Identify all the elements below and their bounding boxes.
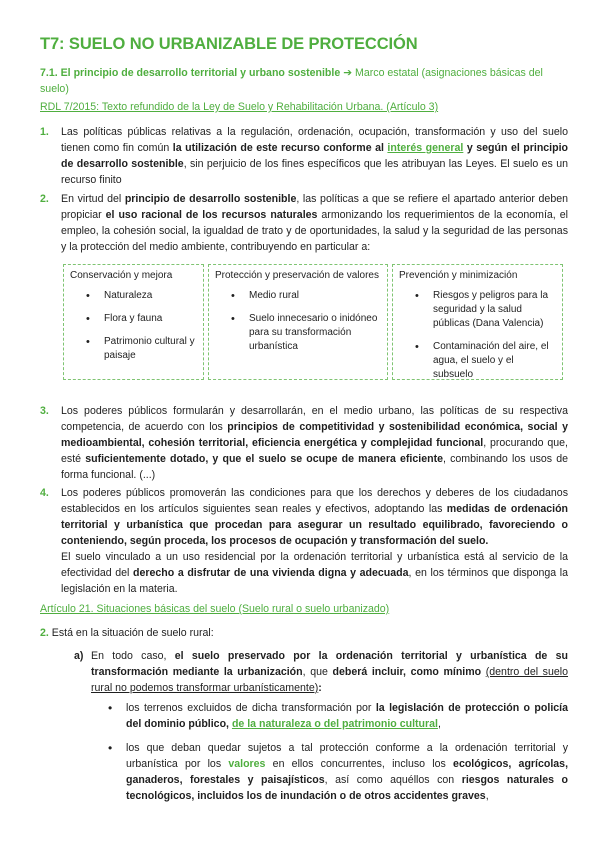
list-item-text	[61, 485, 568, 549]
item-label: a)	[74, 650, 84, 662]
bold-run: el suelo preservado por la ordenación territorial y urbanística de su transformación mediante la urbanización	[91, 650, 568, 678]
list-number: 3.	[40, 405, 49, 417]
bold-run: ecológicos, agrícolas, ganaderos, forestales y paisajísticos	[126, 758, 569, 786]
bold-run: la utilización de este recurso conforme al	[172, 142, 388, 154]
list-item: • Suelo innecesario o inidóneo para su transformación urbanística	[215, 312, 381, 354]
underline-run: (dentro del suelo rural no podemos transformar urbanísticamente)	[91, 666, 569, 694]
text-run: en ellos concurrentes, incluso los	[265, 758, 454, 770]
bullet-item-1	[108, 700, 568, 732]
list-item-text	[61, 124, 568, 188]
objectives-boxes	[63, 264, 563, 384]
text-run: Las políticas públicas relativas a la regulación, ordenación, ocupación, transformación y uso del suelo tienen como fin común	[61, 126, 568, 154]
bold-run: el uso racional de los recursos naturales	[105, 209, 318, 221]
box-heading: Prevención y minimización	[399, 270, 518, 281]
list-number: 1.	[40, 126, 49, 138]
text-run: armonizando los requerimientos de la economía, el empleo, la cohesión social, la igualdad de trato y de oportunidades, la salud y la seguridad de las personas y la protección del medio ambiente, contribuyendo en particular a:	[61, 209, 568, 253]
text-run: En virtud del	[61, 193, 125, 205]
list-item-text	[61, 191, 568, 255]
text-run: , las políticas a que se refiere el apartado anterior deben propiciar	[61, 193, 568, 221]
list-number: 4.	[40, 487, 49, 499]
text-run: , procurando que, esté	[61, 437, 568, 465]
list-item: • Patrimonio cultural y paisaje	[70, 335, 197, 363]
item-a	[74, 648, 568, 696]
bold-run: y según el principio de desarrollo sostenible	[61, 142, 569, 170]
bold-run: riesgos naturales o tecnológicos, incluidos los de inundación o de otros accidentes graves	[126, 774, 568, 802]
section-7-1-rest: Marco estatal (asignaciones básicas del suelo)	[40, 67, 543, 95]
bullet-text	[126, 700, 568, 732]
bullet-icon: •	[108, 701, 113, 715]
box-conservacion	[63, 264, 204, 380]
bold-run: :	[318, 682, 322, 694]
text-run: , sin perjuicio de los fines específicos que les atribuyan las Leyes. El suelo es un recurso finito	[61, 158, 568, 186]
bold-run: la legislación de protección o policía del dominio público,	[126, 702, 568, 730]
box-list	[215, 289, 381, 354]
box-heading: Conservación y mejora	[70, 270, 173, 281]
bullet-text	[126, 740, 568, 804]
text-run: Está en la situación de suelo rural:	[48, 627, 214, 639]
box-list	[70, 289, 197, 363]
list-item-1	[40, 124, 568, 188]
list-number: 2.	[40, 193, 49, 205]
list-item-3	[40, 403, 568, 483]
box-list	[399, 289, 556, 382]
text-run: , que	[302, 666, 333, 678]
article-21-link[interactable]: Artículo 21. Situaciones básicas del suelo (Suelo rural o suelo urbanizado)	[40, 603, 390, 615]
list-item-text	[61, 403, 568, 483]
highlight-link[interactable]: interés general	[387, 142, 464, 154]
text-run: En todo caso,	[91, 650, 175, 662]
article-21-point-2	[40, 625, 214, 641]
page-title: T7: SUELO NO URBANIZABLE DE PROTECCIÓN	[40, 35, 418, 53]
list-item: • Medio rural	[215, 289, 381, 303]
list-item: • Contaminación del aire, el agua, el suelo y el subsuelo	[399, 340, 556, 382]
box-heading: Protección y preservación de valores	[215, 270, 379, 281]
text-run: ,	[437, 718, 441, 730]
text-run: , en los términos que disponga la legislación en la materia.	[61, 567, 568, 595]
bold-run: medidas de ordenación territorial y urbanística que procedan para asegurar un resultado equilibrado, favoreciendo o conteniendo, según proceda, los procesos de ocupación y transformación del suelo.	[61, 503, 569, 547]
bullet-icon: •	[108, 741, 113, 755]
text-run: , así como aquéllos con	[324, 774, 462, 786]
box-proteccion	[208, 264, 388, 380]
text-run: Los poderes públicos promoverán las condiciones para que los derechos y deberes de los ciudadanos establecidos en los artículos siguientes sean reales y efectivos, adoptando las	[61, 487, 568, 515]
item-a-text	[91, 648, 568, 696]
bold-run: deberá incluir, como mínimo	[332, 666, 482, 678]
list-item-4	[40, 485, 568, 549]
list-item-2	[40, 191, 568, 255]
green-bold-run: valores	[228, 758, 266, 770]
text-run: Los poderes públicos formularán y desarrollarán, en el medio urbano, las políticas de su respectiva competencia, de acuerdo con los	[61, 405, 568, 433]
text-run: , combinando los usos de forma funcional. (...)	[61, 453, 569, 481]
list-item: • Naturaleza	[70, 289, 197, 303]
section-7-1-heading	[40, 65, 568, 97]
box-prevencion	[392, 264, 563, 380]
text-run: los terrenos excluidos de dicha transformación por	[126, 702, 376, 714]
text-run: El suelo vinculado a un uso residencial por la ordenación territorial y urbanística está al servicio de la efectividad del	[61, 551, 568, 579]
bullet-item-2	[108, 740, 568, 804]
section-7-1-label: 7.1. El principio de desarrollo territorial y urbano sostenible	[40, 67, 341, 79]
list-item: • Riesgos y peligros para la seguridad y la salud públicas (Dana Valencia)	[399, 289, 556, 331]
paragraph-suelo-vinculado	[61, 549, 568, 597]
text-run: los que deban quedar sujetos a tal protección conforme a la ordenación territorial y urbanística por los	[126, 742, 568, 770]
bold-run: suficientemente dotado, y que el suelo se ocupe de manera eficiente	[85, 453, 443, 465]
bold-run: derecho a disfrutar de una vivienda digna y adecuada	[133, 567, 409, 579]
list-number: 2.	[40, 627, 49, 639]
bold-run: principios de competitividad y sostenibilidad económica, social y medioambiental, cohesión territorial, eficiencia energética y complejidad funcional	[61, 421, 568, 449]
arrow-right-icon: ➔	[343, 67, 353, 79]
rdl-link[interactable]: RDL 7/2015: Texto refundido de la Ley de Suelo y Rehabilitación Urbana. (Artículo 3)	[40, 101, 439, 113]
bold-run: principio de desarrollo sostenible	[124, 193, 297, 205]
text-run: ,	[485, 790, 489, 802]
list-item: • Flora y fauna	[70, 312, 197, 326]
highlight-link[interactable]: de la naturaleza o del patrimonio cultural	[231, 718, 438, 730]
